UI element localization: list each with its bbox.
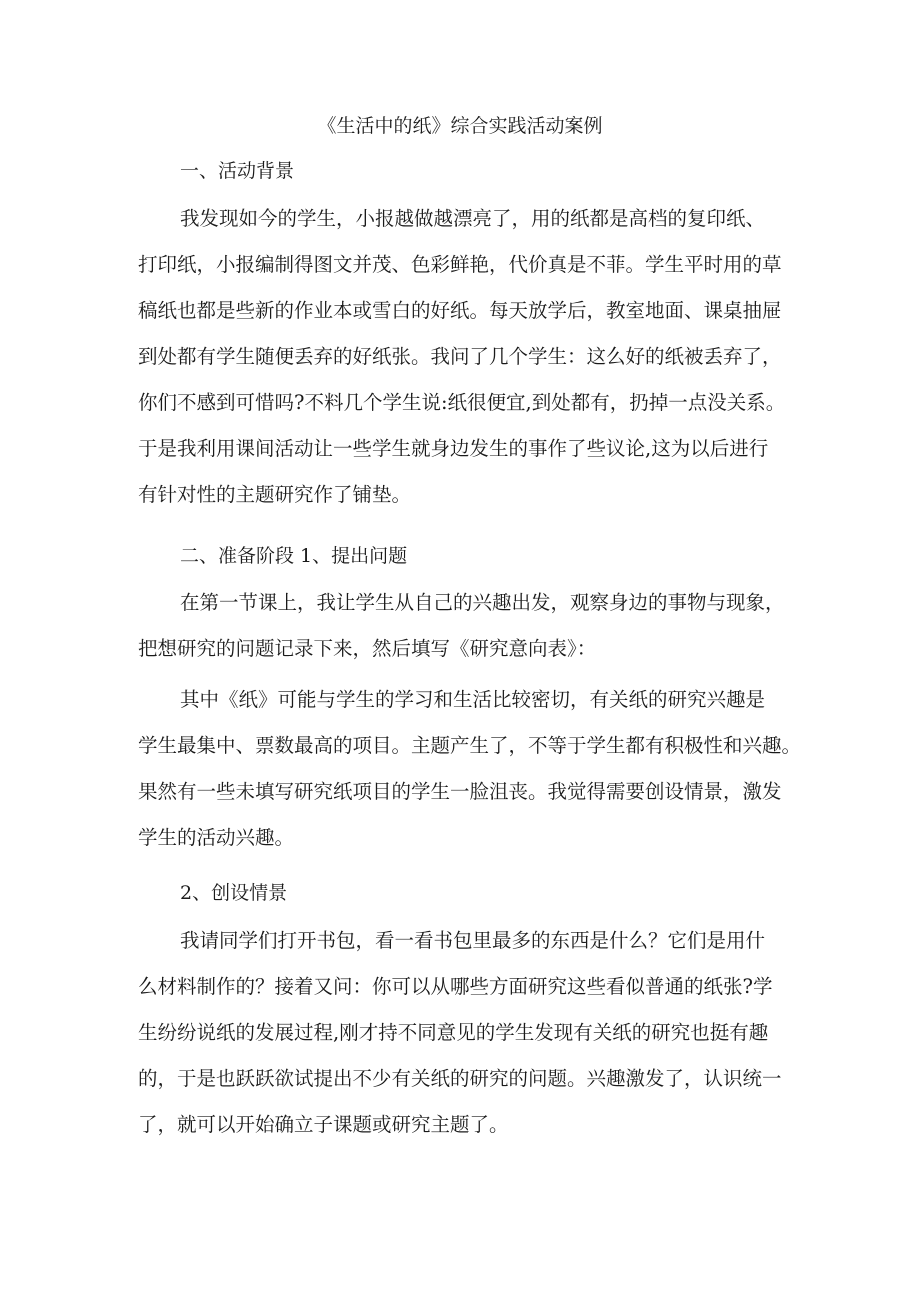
text-line: 生纷纷说纸的发展过程,刚才持不同意见的学生发现有关纸的研究也挺有趣: [138, 1021, 769, 1044]
text-line: 果然有一些未填写研究纸项目的学生一脸沮丧。我觉得需要创设情景，激发: [138, 780, 782, 803]
text-line: 么材料制作的？接着又问：你可以从哪些方面研究这些看似普通的纸张?学: [138, 975, 773, 998]
text-line: 其中《纸》可能与学生的学习和生活比较密切，有关纸的研究兴趣是: [180, 688, 766, 711]
section-heading-preparation: 二、准备阶段 1、提出问题: [180, 545, 408, 567]
text-line: 在第一节课上，我让学生从自己的兴趣出发，观察身边的事物与现象，: [180, 591, 785, 614]
text-line: 我请同学们打开书包，看一看书包里最多的东西是什么？它们是用什: [180, 929, 766, 952]
section-heading-background: 一、活动背景: [180, 160, 295, 182]
document-title: 《生活中的纸》综合实践活动案例: [317, 115, 603, 137]
text-line: 把想研究的问题记录下来，然后填写《研究意向表》：: [138, 637, 597, 660]
text-line: 打印纸，小报编制得图文并茂、色彩鲜艳，代价真是不菲。学生平时用的草: [138, 253, 782, 276]
text-line: 于是我利用课间活动让一些学生就身边发生的事作了些议论,这为以后进行: [138, 437, 769, 460]
text-line: 你们不感到可惜吗?不料几个学生说:纸很便宜,到处都有，扔掉一点没关系。: [138, 391, 786, 414]
text-line: 的，于是也跃跃欲试提出不少有关纸的研究的问题。兴趣激发了，认识统一: [138, 1067, 782, 1090]
text-line: 学生最集中、票数最高的项目。主题产生了，不等于学生都有积极性和兴趣。: [138, 734, 802, 757]
text-line: 稿纸也都是些新的作业本或雪白的好纸。每天放学后，教室地面、课桌抽屉: [138, 299, 782, 322]
section-heading-create-scene: 2、创设情景: [180, 882, 288, 904]
text-line: 到处都有学生随便丢弃的好纸张。我问了几个学生：这么好的纸被丢弃了，: [138, 345, 782, 368]
text-line: 了，就可以开始确立子课题或研究主题了。: [138, 1113, 509, 1136]
text-line: 我发现如今的学生，小报越做越漂亮了，用的纸都是高档的复印纸、: [180, 207, 766, 230]
text-line: 有针对性的主题研究作了铺垫。: [138, 483, 412, 506]
text-line: 学生的活动兴趣。: [138, 826, 295, 849]
